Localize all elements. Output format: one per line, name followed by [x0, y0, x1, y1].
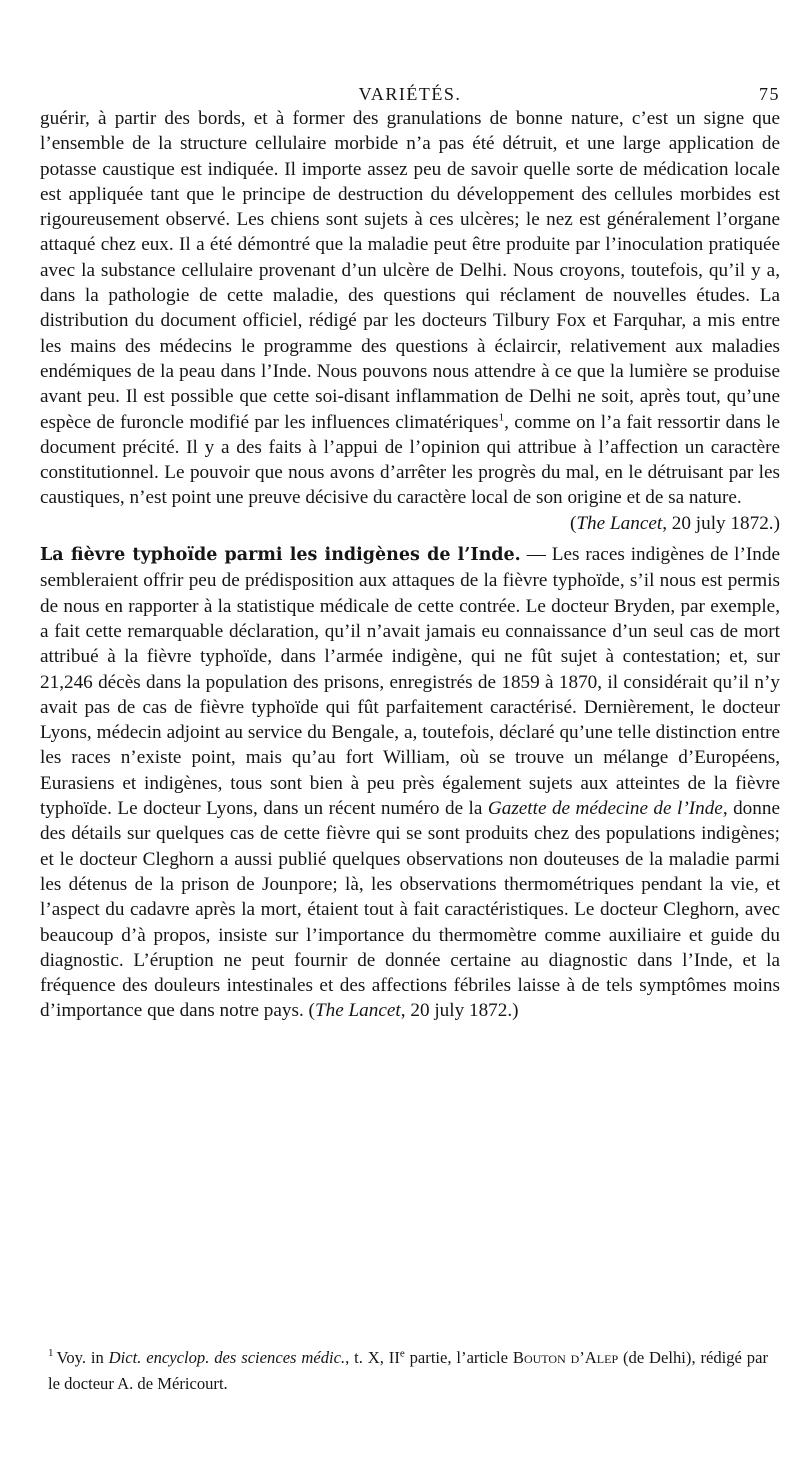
- footnote-ordinal: e: [399, 1347, 405, 1360]
- running-title: VARIÉTÉS.: [358, 84, 462, 104]
- citation-lancet-1: [40, 511, 780, 536]
- paragraph-text: guérir, à partir des bords, et à former des granulations de bonne nature, c’est un signe que l’ensemble de la structure cellulaire morbide n’a pas été détruit, et une large application de potasse caustique est indiquée. Il importe assez peu de savoir quelle sorte de médication locale est appliquée tant que le principe de destruction du développement des cellules morbides est rigoureusement observé. Les chiens sont sujets à ces ulcères; le nez est généralement l’organe attaqué chez eux. Il a été démontré que la maladie peut être produite par l’inoculation pratiquée avec la substance cellulaire provenant d’un ulcère de Delhi. Nous croyons, toutefois, qu’il y a, dans la pathologie de cette maladie, des questions qui réclament de nouvelles études. La distribution du document officiel, rédigé par les docteurs Tilbury Fox et Farquhar, a mis entre les mains des médecins le programme des questions à éclaircir, relativement aux maladies endémiques de la peau dans l’Inde. Nous pouvons nous attendre à ce que la lumière se produise avant peu. Il est possible que cette soi-disant inflammation de Delhi ne soit, après tout, qu’une espèce de furoncle modifié par les influences climatériques: [40, 108, 780, 433]
- paragraph-delhi-ulcer: [40, 106, 780, 511]
- footnote-work-title: Dict. encyclop. des sciences médic.: [108, 1348, 346, 1367]
- citation-date: , 20 july 1872.): [662, 512, 780, 534]
- paragraph-text-continued: , comme on l’a fait ressortir dans le document précité. Il y a des faits à l’appui de l’opinion qui attribue à l’affection un caractère constitutionnel. Le pouvoir que nous avons d’arrêter les progrès du mal, en le détruisant par les caustiques, n’est point une preuve décisive du caractère local de son origine et de sa nature.: [40, 411, 780, 509]
- citation-date: , 20 july 1872.): [400, 1000, 519, 1022]
- book-page: [40, 70, 780, 1024]
- section-heading: La fièvre typhoïde parmi les indigènes de l’Inde.: [40, 545, 521, 566]
- footnote-text-c: partie, l’article: [404, 1348, 513, 1367]
- citation-journal: The Lancet: [314, 1000, 401, 1022]
- footnote-article-name: Bouton d’Alep: [512, 1348, 619, 1367]
- page-number: 75: [759, 84, 780, 104]
- footnote-text-d: (de Delhi), rédigé par le docteur A. de Méricourt.: [48, 1348, 768, 1393]
- footnote-text: Voy. in: [56, 1348, 109, 1367]
- journal-title: Gazette de médecine de l’Inde: [487, 798, 723, 820]
- footnote-text-b: , t. X, II: [345, 1348, 400, 1367]
- running-header: [40, 70, 780, 106]
- paragraph-typhoid: [40, 542, 780, 1024]
- page-body: [40, 106, 780, 1024]
- citation-journal: The Lancet: [576, 512, 663, 534]
- footnote-mark: 1: [48, 1347, 54, 1360]
- paragraph-text: — Les races indigènes de l’Inde sembleraient offrir peu de prédisposition aux attaques de la fièvre typhoïde, s’il nous est permis de nous en rapporter à la statistique médicale de cette contrée. Le docteur Bryden, par exemple, a fait cette remarquable déclaration, qu’il n’avait jamais eu connaissance d’un seul cas de mort attribué à la fièvre typhoïde, dans l’armée indigène, qui ne fût sujet à contestation; et, sur 21,246 décès dans la population des prisons, enregistrés de 1859 à 1870, il considérait qu’il n’y avait pas de cas de fièvre typhoïde qui fût parfaitement caractérisé. Dernièrement, le docteur Lyons, médecin adjoint au service du Bengale, a, toutefois, déclaré qu’une telle distinction entre les races n’existe point, mais qu’au fort William, où se trouve un mélange d’Européens, Eurasiens et indigènes, tous sont bien à peu près également sujets aux atteintes de la fièvre typhoïde. Le docteur Lyons, dans un récent numéro de la: [40, 544, 780, 820]
- footnote: [48, 1345, 768, 1397]
- citation-open: (: [570, 512, 577, 534]
- paragraph-text-continued: , donne des détails sur quelques cas de cette fièvre qui se sont produits chez des populations indigènes; et le docteur Cleghorn a aussi publié quelques observations non douteuses de la maladie parmi les détenus de la prison de Jounpore; là, les observations thermométriques pendant la vie, et l’aspect du cadavre après la mort, étaient tout à fait caractéristiques. Le docteur Cleghorn, avec beaucoup d’à propos, insiste sur l’importance du thermomètre comme auxiliaire et guide du diagnostic. L’éruption ne peut fournir de donnée certaine au diagnostic dans l’Inde, et la fréquence des douleurs intestinales et des affections fébriles laisse à de tels symptômes moins d’importance que dans notre pays. (: [40, 798, 780, 1022]
- footnote-reference: 1: [498, 411, 505, 424]
